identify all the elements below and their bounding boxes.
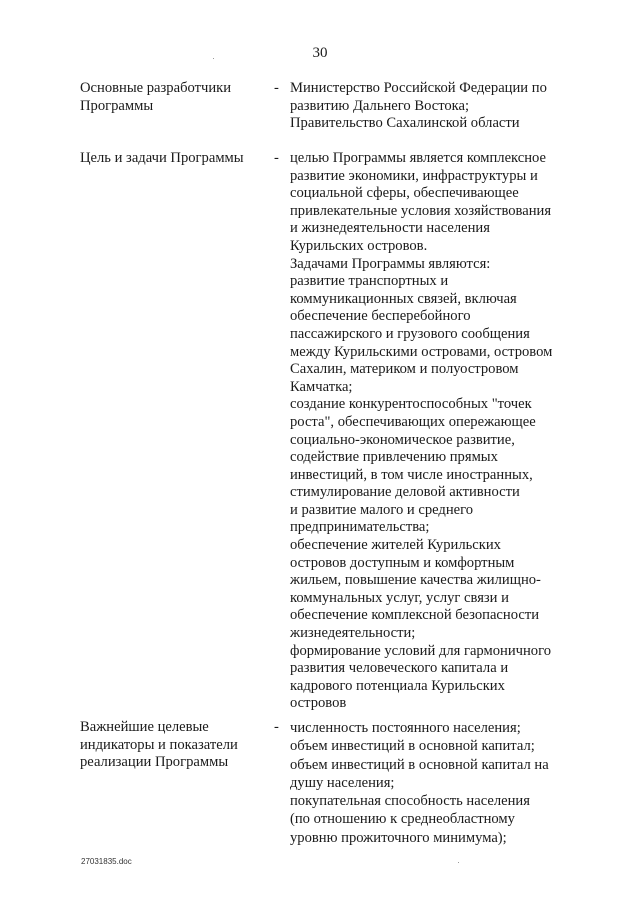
content-line: целью Программы является комплексное: [290, 150, 547, 166]
content-line: содействие привлечению прямых: [290, 449, 498, 466]
content-line: Министерство Российской Федерации по: [290, 80, 547, 96]
content-line: островов: [290, 695, 347, 712]
content-line: островов доступным и комфортным: [290, 554, 515, 571]
label-indicators: [80, 719, 270, 772]
content-indicators: [290, 719, 590, 847]
content-developers: [290, 80, 590, 133]
content-line: роста", обеспечивающих опережающее: [290, 413, 536, 430]
label-goals: [80, 150, 270, 168]
label-line: реализации Программы: [80, 754, 229, 771]
content-line: численность постоянного населения;: [290, 720, 521, 736]
content-line: коммунальных услуг, услуг связи и: [290, 589, 509, 606]
content-line: обеспечение комплексной безопасности: [290, 607, 540, 624]
label-line: индикаторы и показатели: [80, 736, 238, 753]
content-line: развитию Дальнего Востока;: [290, 97, 470, 114]
dash-separator: -: [274, 80, 279, 96]
page-number: 30: [312, 45, 328, 61]
content-line: формирование условий для гармоничного: [290, 642, 552, 659]
content-line: развитие экономики, инфраструктуры и: [290, 167, 538, 184]
content-line: объем инвестиций в основной капитал;: [290, 738, 535, 755]
content-line: Правительство Сахалинской области: [290, 115, 520, 132]
content-line: и развитие малого и среднего: [290, 501, 474, 518]
content-line: инвестиций, в том числе иностранных,: [290, 466, 533, 483]
content-line: обеспечение жителей Курильских: [290, 537, 501, 554]
content-line: между Курильскими островами, островом: [290, 343, 553, 360]
content-line: предпринимательства;: [290, 519, 430, 536]
content-line: душу населения;: [290, 774, 395, 791]
label-line: Основные разработчики: [80, 80, 232, 96]
content-line: уровню прожиточного минимума);: [290, 829, 507, 846]
content-line: коммуникационных связей, включая: [290, 290, 517, 307]
content-line: социально-экономическое развитие,: [290, 431, 515, 448]
content-line: Задачами Программы являются:: [290, 255, 491, 272]
content-line: пассажирского и грузового сообщения: [290, 325, 530, 342]
footer-filename: 27031835.doc: [81, 857, 132, 866]
content-line: и жизнедеятельности населения: [290, 220, 490, 237]
label-line: Важнейшие целевые: [80, 719, 209, 735]
dash-separator: -: [274, 150, 279, 166]
dash-separator: -: [274, 719, 279, 735]
content-line: обеспечение бесперебойного: [290, 308, 471, 325]
content-line: покупательная способность населения: [290, 793, 530, 810]
content-line: создание конкурентоспособных "точек: [290, 396, 532, 413]
content-line: развитие транспортных и: [290, 273, 449, 290]
label-developers: [80, 80, 270, 115]
content-line: стимулирование деловой активности: [290, 484, 520, 501]
content-line: объем инвестиций в основной капитал на: [290, 756, 549, 773]
content-line: привлекательные условия хозяйствования: [290, 202, 552, 219]
content-goals: [290, 150, 590, 713]
scan-speck: [458, 862, 459, 863]
label-line: Цель и задачи Программы: [80, 150, 244, 166]
label-line: Программы: [80, 97, 154, 114]
content-line: кадрового потенциала Курильских: [290, 677, 505, 694]
content-line: Курильских островов.: [290, 237, 428, 254]
content-line: развития человеческого капитала и: [290, 660, 509, 677]
content-line: Камчатка;: [290, 378, 353, 395]
content-line: жизнедеятельности;: [290, 625, 416, 642]
content-line: (по отношению к среднеобластному: [290, 811, 515, 828]
content-line: социальной сферы, обеспечивающее: [290, 185, 519, 202]
content-line: жильем, повышение качества жилищно-: [290, 572, 541, 589]
content-line: Сахалин, материком и полуостровом: [290, 361, 519, 378]
scan-speck: [213, 58, 214, 59]
